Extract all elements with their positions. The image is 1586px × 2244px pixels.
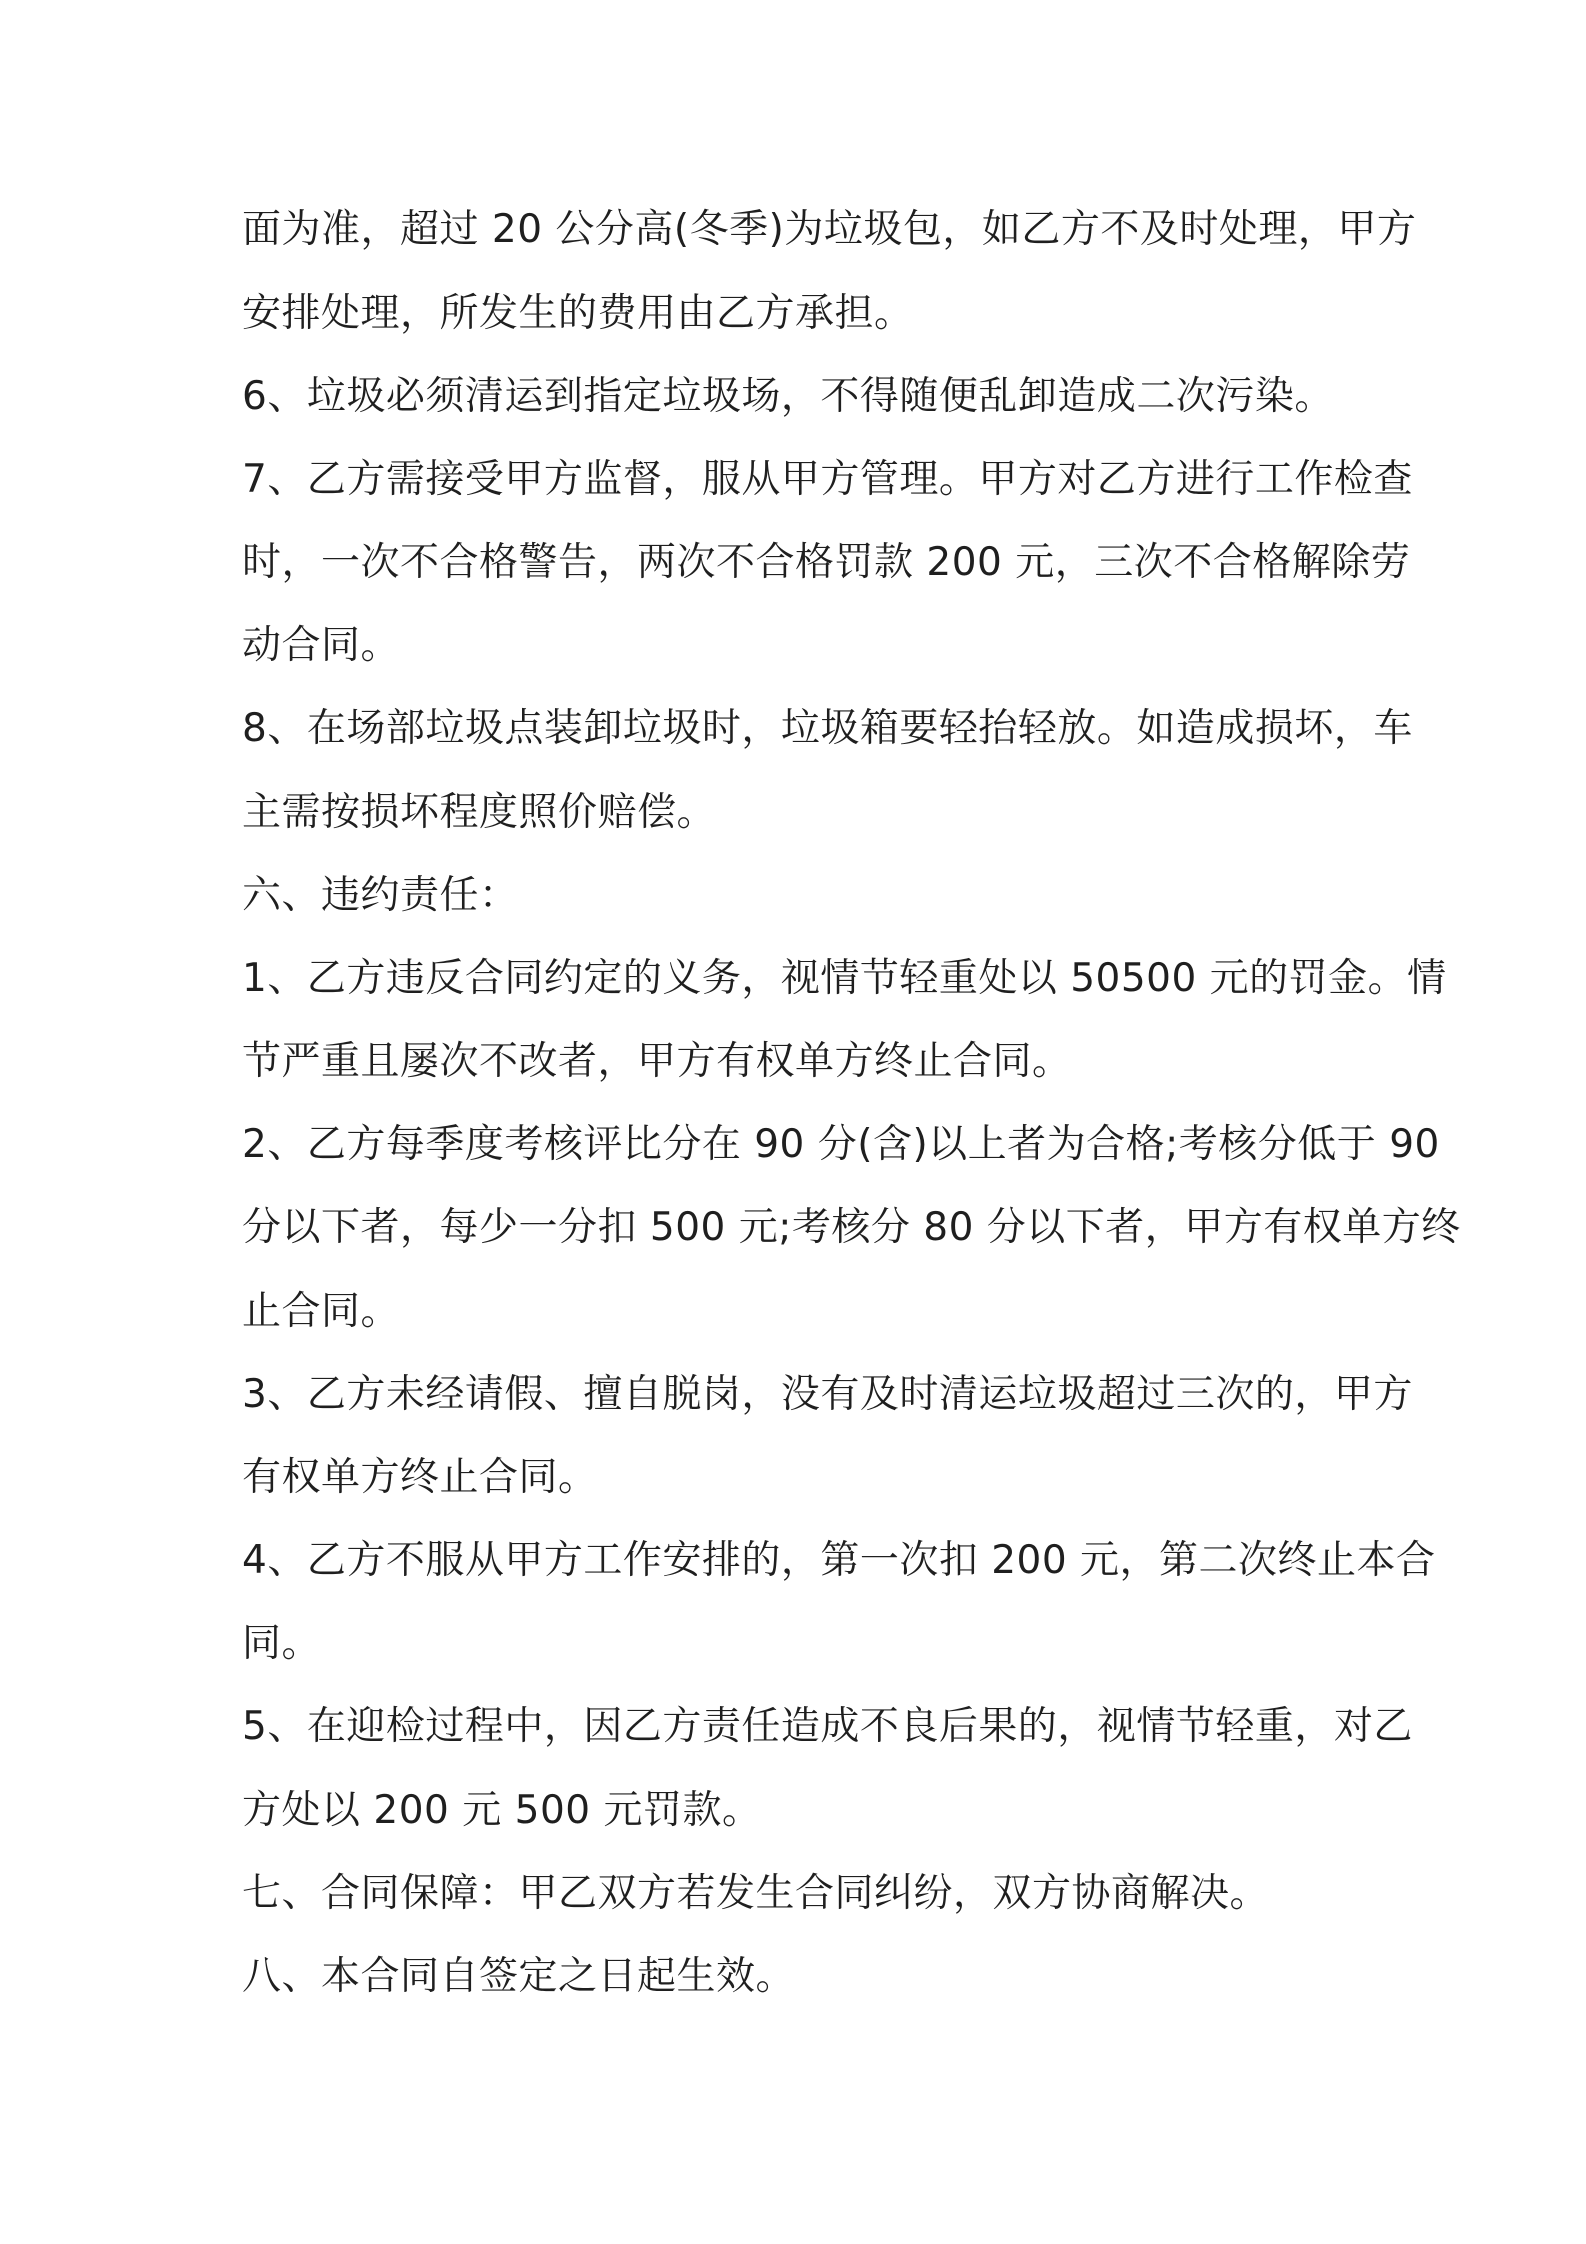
text-line: 面为准，超过 20 公分高(冬季)为垃圾包，如乙方不及时处理，甲方 [242, 207, 1417, 252]
text-line: 8、在场部垃圾点装卸垃圾时，垃圾箱要轻抬轻放。如造成损坏，车 [242, 706, 1413, 751]
section-heading: 六、违约责任： [242, 873, 519, 918]
section-heading: 七、合同保障：甲乙双方若发生合同纠纷，双方协商解决。 [242, 1871, 1270, 1916]
text-line: 分以下者，每少一分扣 500 元;考核分 80 分以下者，甲方有权单方终 [242, 1205, 1461, 1250]
text-line: 2、乙方每季度考核评比分在 90 分(含)以上者为合格;考核分低于 90 [242, 1122, 1440, 1167]
text-line: 主需按损坏程度照价赔偿。 [242, 790, 717, 835]
text-line: 3、乙方未经请假、擅自脱岗，没有及时清运垃圾超过三次的，甲方 [242, 1372, 1413, 1417]
text-line: 方处以 200 元 500 元罚款。 [242, 1788, 762, 1833]
section-heading: 八、本合同自签定之日起生效。 [242, 1954, 796, 1999]
text-line: 安排处理，所发生的费用由乙方承担。 [242, 291, 914, 336]
text-line: 1、乙方违反合同约定的义务，视情节轻重处以 50500 元的罚金。情 [242, 956, 1447, 1001]
text-line: 4、乙方不服从甲方工作安排的，第一次扣 200 元，第二次终止本合 [242, 1538, 1436, 1583]
text-line: 动合同。 [242, 623, 401, 668]
text-line: 5、在迎检过程中，因乙方责任造成不良后果的，视情节轻重，对乙 [242, 1704, 1413, 1749]
text-line: 时，一次不合格警告，两次不合格罚款 200 元，三次不合格解除劳 [242, 540, 1411, 585]
text-line: 止合同。 [242, 1289, 401, 1334]
text-line: 同。 [242, 1621, 322, 1666]
text-line: 7、乙方需接受甲方监督，服从甲方管理。甲方对乙方进行工作检查 [242, 457, 1413, 502]
text-line: 节严重且屡次不改者，甲方有权单方终止合同。 [242, 1039, 1072, 1084]
text-line: 有权单方终止合同。 [242, 1455, 598, 1500]
text-line: 6、垃圾必须清运到指定垃圾场，不得随便乱卸造成二次污染。 [242, 374, 1334, 419]
